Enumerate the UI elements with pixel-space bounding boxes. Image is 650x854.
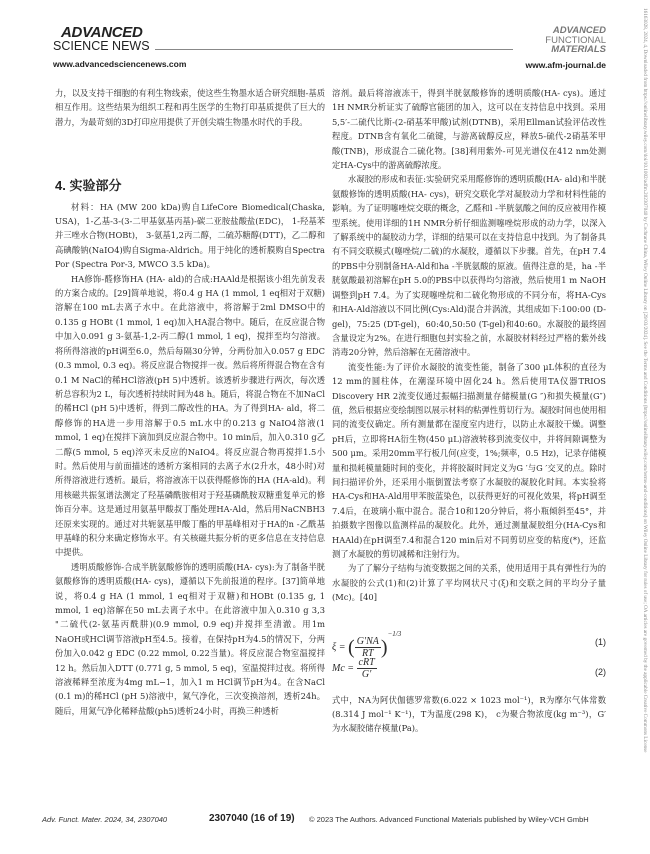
ha-cys-paragraph: 透明质酸修饰-合成半胱氨酸修饰的透明质酸(HA- cys):为了制备半胱氨酸修饰的透明质酸(HA- cys)，遵循以下先前报道的程序。[37]简单地说，将0.4 g HA (1 mmol, 1 eq相对于双糖)和HOBt (0.135 g, 1 mmol, 1 eq)溶解在50 mL去离子水中。在此溶液中加入0.310 g 3,3 "二硫代(2-氨基丙酰肼)(0.9 mmol, 0.9 eq)并搅拌至清澈。用1m NaOH或HCl调节溶液pH至4.5。接着，在保持pH为4.5的情况下，分两份加入0.042 g EDC (0.22 mmol, 0.22当量)。将反应混合物室温搅拌12 h。然后加入DTT (0.771 g, 5 mmol, 5 eq)，室温搅拌过夜。将所得溶液稀释至浓度为4mg mL−1，加入1 m HCl调节pH为4。在含NaCl (0.1 m)的稀HCl (pH 5)溶液中，氮气净化，三次变换溶剂，透析24h。随后，用氮气净化稀释盐酸(ph5)透析24小时，再换三种透析 — [55, 561, 325, 716]
page-number: 2307040 (16 of 19) — [209, 813, 295, 824]
section-title: 4. 实验部分 — [55, 178, 122, 194]
eq2-denominator: G′ — [361, 668, 372, 680]
citation: Adv. Funct. Mater. 2024, 34, 2307040 — [42, 815, 168, 824]
eq1-fraction — [355, 636, 381, 659]
rheology-paragraph: 流变性能:为了评价水凝胶的流变性能，制备了300 μL体积的直径为12 mm的圆柱体，在潮湿环境中固化24 h。然后使用TA仪器TRIOS Discovery HR 2流变仪通过振幅扫描测量存储模量(G ″)和损失模量(G″)值，然后根据应变绘制图以展示材料的粘弹性剪切行为。凝胶时间也使用相同的流变仪确定。所有测量都在湿度室内进行，以防止水凝胶干燥。调整pH后，立即将HA衍生物(450 μL)溶液转移到流变仪中，并将间隙调整为500 μm。采用20mm平行板几何(应变，1%;频率，0.5 Hz)，记录存储模量和损耗模量随时间的变化，并将胶凝时间定义为G ′与G ′交叉的点。除时间扫描评价外，还采用小瓶倒置法考察了水凝胶的凝胶化时间。本实验将HA-Cys和HA-Ald用甲苯胺蓝染色，以获得更好的可视化效果，将pH调至7.4后，在玻璃小瓶中混合。混合10和120分钟后，将小瓶倾斜至45°，并拍摄数字图像以监测样品的凝胶化。此外，通过测量凝胶组分(HA-Cys和HAAld)在pH调至7.4和混合120 min后对不同剪切应变的粘度(*)，还监测了水凝胶的剪切减稀和注射行为。 — [332, 361, 606, 559]
right-column — [332, 86, 606, 736]
logo-line-1: ADVANCED — [61, 24, 143, 41]
publisher-url[interactable]: www.advancedsciencenews.com — [53, 59, 187, 69]
hydrogel-paragraph: 水凝胶的形成和表征:实验研究采用醛修饰的透明质酸(HA- ald)和半胱氨酸修饰的透明质酸(HA- cys)，研究交联化学对凝胶动力学和材料性能的影响。为了证明噻唑烷交联的概念，乙醛和l -半胱氨酸之间的反应被用作模型系统。使用详细的1H NMR分析仔细监测噻唑烷形成的动力学，以深入了解系统中的凝胶动力学，详细的结果可以在支持信息中找到。为了制备具有不同交联模式(噻唑烷/二硫)的水凝胶，遵循以下步骤。首先，在pH 7.4的PBS中分别制备HA-Ald和ha -半胱氨酸的原液。值得注意的是，ha -半胱氨酸最初溶解在pH 5.0的PBS中以获得均匀溶液，然后使用1 m NaOH调整到pH 7.4。为了实现噻唑烷和二硫化物形成的不同分布，将HA-Cys和HA-Ald溶液以不同比例(Cys:Ald)混合并涡流，其组成如下:100:00 (D-gel)，75:25 (DT-gel)，60:40,50:50 (T-gel)和40:60。水凝胶的最终固含量设定为2%。在进行细胞包封实验之前，水凝胶材料经过严格的紫外线消毒20分钟，然后溶解在无菌溶液中。 — [332, 174, 606, 358]
eq1-lhs: ξ = — [332, 641, 346, 653]
afm-logo-line-2: FUNCTIONAL — [545, 34, 606, 46]
intro-paragraph: 力，以及支持干细胞的有利生物线索，使这些生物墨水适合研究细胞-基质相互作用。这些结果为组织工程和再生医学的生物打印基质提供了巨大的潜力，为最苛刻的3D打印应用提供了开创尖端生物墨水时代的手段。 — [55, 88, 325, 127]
copyright: © 2023 The Authors. Advanced Functional Materials published by Wiley-VCH GmbH — [309, 815, 589, 824]
eq1-denominator: RT — [361, 647, 374, 659]
equation-2 — [332, 657, 606, 687]
download-side-note: 16163028, 2024, 4, Downloaded from https://onlinelibrary.wiley.com/doi/10.1002/adfm.202307040 by Cochrane China, Wiley Online Library on [29/03/2024]. See the Terms and Conditions (https://onlinelibrary.wiley.com/terms-and-conditions) on Wiley Online Library for rules of use; OA articles are governed by the applicable Creative Commons License — [642, 8, 648, 753]
afm-logo-line-3: MATERIALS — [551, 44, 606, 55]
afm-logo-line-1: ADVANCED — [552, 25, 606, 36]
header-divider — [155, 49, 513, 50]
publisher-header — [53, 26, 186, 69]
materials-paragraph: 材料：HA (MW 200 kDa)购自LifeCore Biomedical(Chaska, USA)，1-乙基-3-(3-二甲基氨基丙基)-碳二亚胺盐酸盐(EDC)， 1-羟基苯并三唑水合物(HOBt)， 3-氨基1,2丙二醇，二硫苏糖醇(DTT)，乙二醇和高碘酸钠(NaIO4)购自Sigma-Aldrich。用于纯化的透析膜购自Spectra Por (Spectra Por-3, MWCO 3.5 kDa)。 — [55, 201, 325, 270]
continued-paragraph: 溶剂。最后将溶液冻干，得到半胱氨酸修饰的透明质酸(HA- cys)。通过1H NMR分析证实了硫醇官能团的加入，这可以在支持信息中找到。采用5,5′-二硫代比斯-(2-硝基苯甲酸)试剂(DTNB)，采用Ellman试验评估改性程度。DTNB含有氧化二硫键，与游离硫醇反应，释放5-硫代-2硝基苯甲酸(TNB)，形成混合二硫化物。[38]利用紫外-可见光谱仪在412 nm处测定HA-Cys中的游离硫醇浓度。 — [332, 88, 606, 171]
equation-1: ξ = ( $\frac{G'NA}{RT}$ )$^{-1/3}$ (1) — [332, 629, 606, 659]
eq1-label: (1) — [595, 636, 606, 647]
eq2-lhs: Mc = — [332, 662, 355, 674]
eq1-exponent: −1/3 — [387, 629, 402, 638]
afm-logo — [526, 26, 606, 55]
eq2-fraction — [357, 657, 377, 680]
journal-header — [526, 26, 606, 70]
eq2-label: (2) — [595, 666, 606, 677]
eq1-numerator: G′NA — [356, 635, 379, 647]
where-paragraph: 式中，NA为阿伏伽德罗常数(6.022 × 1023 mol⁻¹)，R为摩尔气体常数(8.314 J mol⁻¹ K⁻¹)，T为温度(298 K)， c为聚合物浓度(kg m⁻³)，G′ 为水凝胶储存模量(Pa)。 — [332, 694, 606, 734]
ha-ald-paragraph: HA修饰-醛修饰HA (HA- ald)的合成:HAAld是根据该小组先前发表的方案合成的。[29]简单地说，将0.4 g HA (1 mmol, 1 eq相对于双糖)溶解在100 mL去离子水中。在此溶液中，将溶解于2ml DMSO中的0.135 g HOBt (1 mmol, 1 eq)加入HA混合物中。随后，在反应混合物中加入0.091 g 3-氨基-1,2-丙二醇(1 mmol, 1 eq)，搅拌至均匀溶液。将所得溶液的pH调至6.0，然后每隔30分钟，分两份加入0.057 g EDC (0.3 mmol, 0.3 eq)。将反应混合物搅拌一夜。然后将所得混合物在含有0.1 M NaCl的稀HCl溶液(pH 5)中透析。该透析步骤进行两次，每次透析总容积为2 L，每次透析持续时间为48 h。随后，将混合物在不加NaCl的稀HCl (pH 5)中透析，得到二醇改性的HA。为了得到HA- ald，将二醇修饰的HA进一步用溶解于0.5 mL水中的0.213 g NaIO4溶液(1 mmol, 1 eq)在搅拌下滴加到反应混合物中。10 min后，加入0.310 g乙二醇(5 mmol, 5 eq)淬灭未反应的NaIO4。将反应混合物再搅拌1.5小时。然后使用与前面描述的透析方案相同的去离子水(2升水，48小时)对所得溶液进行透析。最后，将溶液冻干以获得醛修饰的HA (HA-ald)。利用核磁共振氢谱法测定了羟基磷酰胺相对于羟基磷酰胺双糖重复单元的修饰百分率。这是通过用氨基甲酸叔丁酯处理HA-Ald，然后用NaCNBH3还原来实现的。通过对共轭氨基甲酸丁酯的甲基峰相对于HA的n -乙酰基甲基峰的积分来确定修饰水平。有关核磁共振分析的更多信息在支持信息中提供。 — [55, 273, 325, 558]
logo-line-2: SCIENCE NEWS — [53, 39, 150, 53]
eq2-numerator: cRT — [358, 656, 375, 668]
journal-url[interactable]: www.afm-journal.de — [525, 59, 606, 70]
left-column — [55, 86, 325, 718]
structure-paragraph: 为了了解分子结构与流变数据之间的关系，使用适用于具有弹性行为的水凝胶的公式(1)和(2)计算了平均网状尺寸(ξ)和交联之间的平均分子量(Mc)。[40] — [332, 563, 606, 603]
